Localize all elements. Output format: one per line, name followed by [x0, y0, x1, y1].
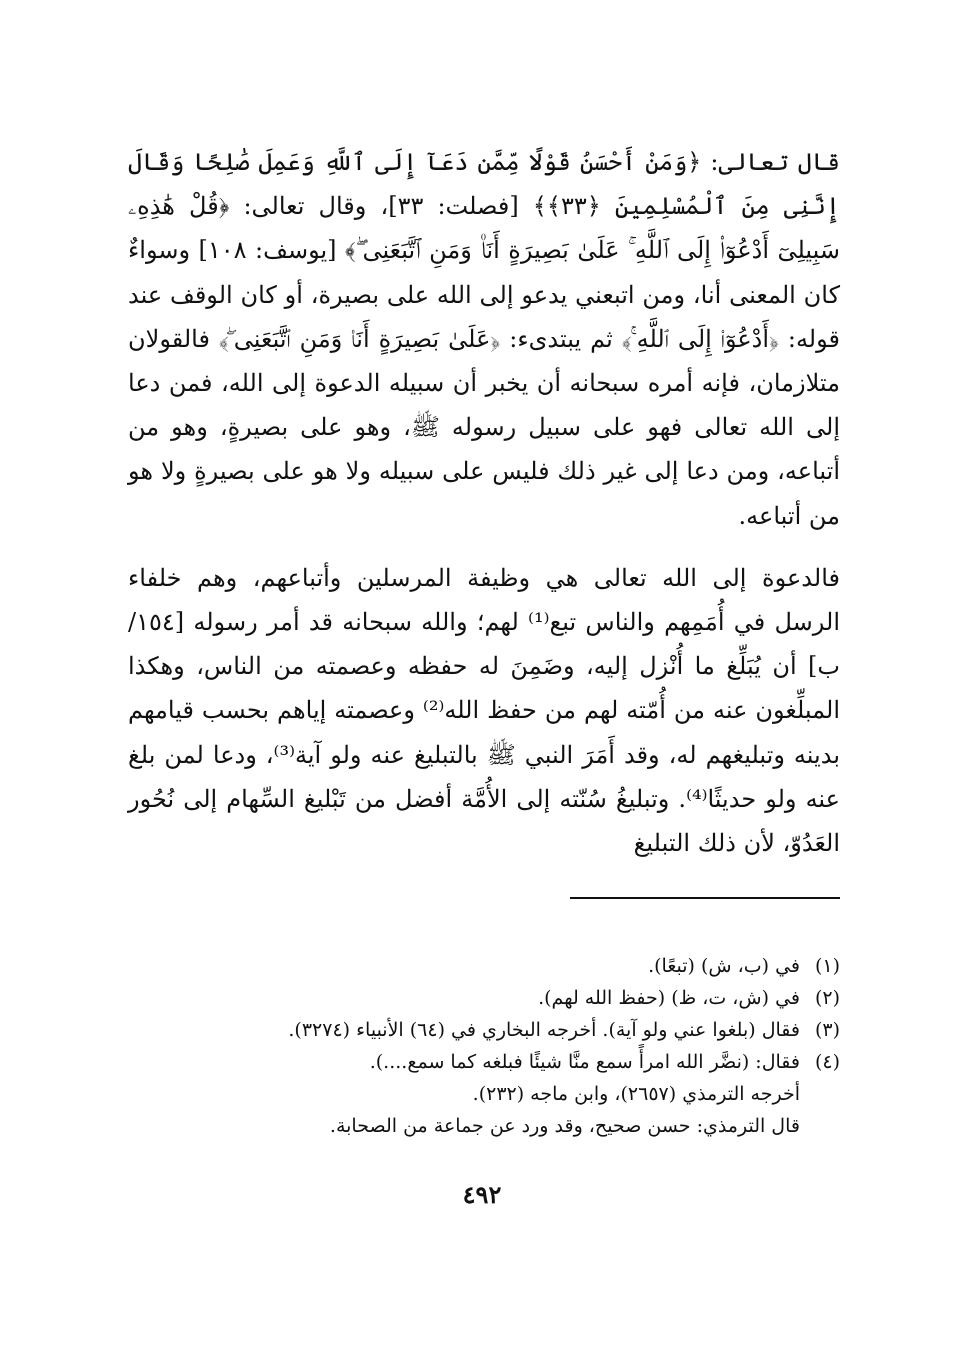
footnote-number: (٣) — [814, 1019, 840, 1041]
page-content — [128, 140, 840, 1137]
body-paragraph-2: فالدعوة إلى الله تعالى هي وظيفة المرسلين وأتباعهم، وهم خلفاء الرسل في أُمَمِهم والناس تبع⁽¹⁾ لهم؛ والله سبحانه قد أمر رسوله [١٥٤/ب] أن يُبَلِّغ ما أُنْزل إليه، وضَمِنَ له حفظه وعصمته من الناس، وهكذا المبلِّغون عنه من أُمّته لهم من حفظ الله⁽²⁾ وعصمته إياهم بحسب قيامهم بدينه وتبليغهم له، وقد أَمَرَ النبي ﷺ بالتبليغ عنه ولو آية⁽³⁾، ودعا لمن بلغ عنه ولو حديثًا⁽⁴⁾. وتبليغُ سُنّته إلى الأُمَّة أفضل من تَبْليغ السِّهام إلى نُحُور العَدُوّ، لأن ذلك التبليغ — [128, 563, 840, 858]
footnote-text: في (ب، ش) (تبعًا). — [648, 955, 800, 977]
footnote-4-continuation-2: قال الترمذي: حسن صحيح، وقد ورد عن جماعة من الصحابة. — [329, 1115, 800, 1137]
body-paragraph-1: قال تعالى: ﴿وَمَنْ أَحْسَنُ قَوْلًا مِّمَّن دَعَآ إِلَى ٱللَّهِ وَعَمِلَ صَٰلِحًا وَقَالَ إِنَّنِى مِنَ ٱلْمُسْلِمِينَ ﴿٣٣﴾﴾ [فصلت: ٣٣]، وقال تعالى: ﴿قُلْ هَٰذِهِۦ سَبِيلِىٓ أَدْعُوٓا۟ إِلَى ٱللَّهِ ۚ عَلَىٰ بَصِيرَةٍ أَنَا۠ وَمَنِ ٱتَّبَعَنِى ۖ﴾ [يوسف: ١٠٨] وسواءٌ كان المعنى أنا، ومن اتبعني يدعو إلى الله على بصيرة، أو كان الوقف عند قوله: ﴿أَدْعُوٓا۟ إِلَى ٱللَّهِ ۚ﴾ ثم يبتدىء: ﴿عَلَىٰ بَصِيرَةٍ أَنَا۠ وَمَنِ ٱتَّبَعَنِى ۖ﴾ فالقولان متلازمان، فإنه أمره سبحانه أن يخبر أن سبيله الدعوة إلى الله، فمن دعا إلى الله تعالى فهو على سبيل رسوله ﷺ، وهو على بصيرةٍ، وهو من أتباعه، ومن دعا إلى غير ذلك فليس على سبيله ولا هو على بصيرةٍ ولا هو من أتباعه. — [128, 148, 840, 530]
footnote-number: (٤) — [814, 1051, 840, 1073]
footnote-1 — [128, 950, 840, 982]
footnote-text: فقال (بلغوا عني ولو آية). أخرجه البخاري في (٦٤) الأنبياء (٣٢٧٤). — [288, 1019, 800, 1041]
footnotes — [128, 950, 840, 1142]
footnote-3 — [128, 1014, 840, 1046]
footnote-number: (٢) — [814, 987, 840, 1009]
footnote-text: فقال: (نضَّر الله امرأً سمع منَّا شيئًا فبلغه كما سمع....). — [369, 1051, 800, 1073]
footnote-text: في (ش، ت، ظ) (حفظ الله لهم). — [538, 987, 800, 1009]
footnote-separator — [570, 897, 840, 899]
page-number: ٤٩٢ — [462, 1180, 502, 1209]
footnote-number: (١) — [814, 955, 840, 977]
footnote-2 — [128, 982, 840, 1014]
footnote-4 — [128, 1046, 840, 1078]
footnote-4-continuation-1: أخرجه الترمذي (٢٦٥٧)، وابن ماجه (٢٣٢). — [472, 1083, 800, 1105]
